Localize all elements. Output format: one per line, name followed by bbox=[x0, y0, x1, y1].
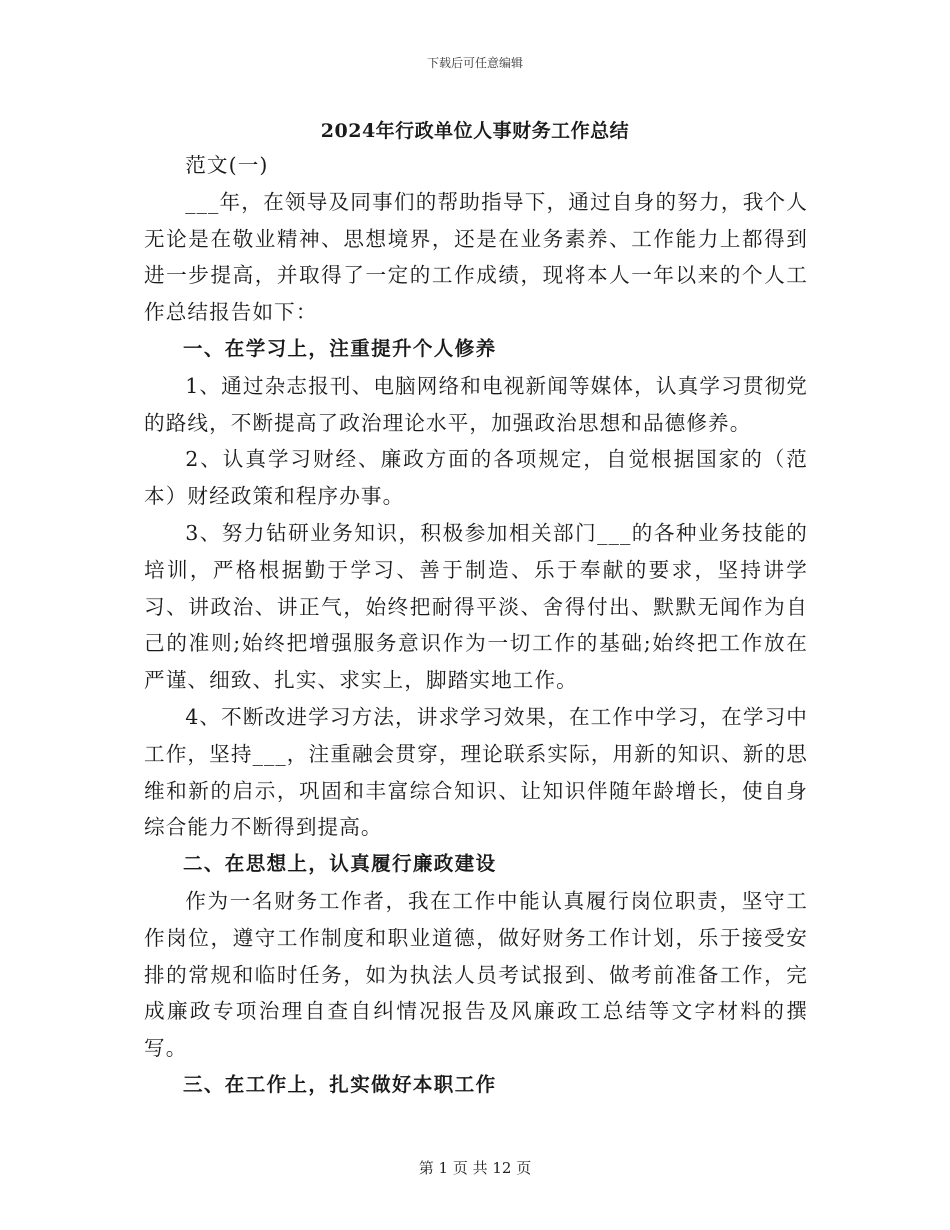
header-note: 下载后可任意编辑 bbox=[426, 56, 523, 70]
section-heading-work: 三、在工作上，扎实做好本职工作 bbox=[183, 1072, 497, 1096]
document-title: 2024年行政单位人事财务工作总结 bbox=[320, 120, 630, 142]
intro-paragraph: ___年，在领导及同事们的帮助指导下，通过自身的努力，我个人无论是在敬业精神、思想境界，还是在业务素养、工作能力上都得到进一步提高，并取得了一定的工作成绩，现将本人一年以来的个人工作总结报告如下： bbox=[144, 189, 808, 325]
document-body bbox=[144, 147, 808, 1104]
study-item-3: 3、努力钻研业务知识，积极参加相关部门___的各种业务技能的培训，严格根据勤于学习、善于制造、乐于奉献的要求，坚持讲学习、讲政治、讲正气，始终把耐得平淡、舍得付出、默默无闻作为自己的准则;始终把增强服务意识作为一切工作的基础;始终把工作放在严谨、细致、扎实、求实上，脚踏实地工作。 bbox=[144, 520, 808, 693]
sample-label: 范文(一) bbox=[185, 153, 269, 177]
section-heading-study: 一、在学习上，注重提升个人修养 bbox=[183, 336, 497, 360]
ideology-paragraph: 作为一名财务工作者，我在工作中能认真履行岗位职责，坚守工作岗位，遵守工作制度和职业道德，做好财务工作计划，乐于接受安排的常规和临时任务，如为执法人员考试报到、做考前准备工作，完成廉政专项治理自查自纠情况报告及风廉政工总结等文字材料的撰写。 bbox=[144, 888, 808, 1061]
section-heading-ideology: 二、在思想上，认真履行廉政建设 bbox=[183, 852, 497, 876]
study-item-4: 4、不断改进学习方法，讲求学习效果，在工作中学习，在学习中工作，坚持___，注重融会贯穿，理论联系实际，用新的知识、新的思维和新的启示，巩固和丰富综合知识、让知识伴随年龄增长，使自身综合能力不断得到提高。 bbox=[144, 704, 808, 840]
page-number: 第 1 页 共 12 页 bbox=[418, 1159, 532, 1177]
study-item-1: 1、通过杂志报刊、电脑网络和电视新闻等媒体，认真学习贯彻党的路线，不断提高了政治理论水平，加强政治思想和品德修养。 bbox=[144, 373, 808, 435]
study-item-2: 2、认真学习财经、廉政方面的各项规定，自觉根据国家的（范本）财经政策和程序办事。 bbox=[144, 447, 808, 509]
